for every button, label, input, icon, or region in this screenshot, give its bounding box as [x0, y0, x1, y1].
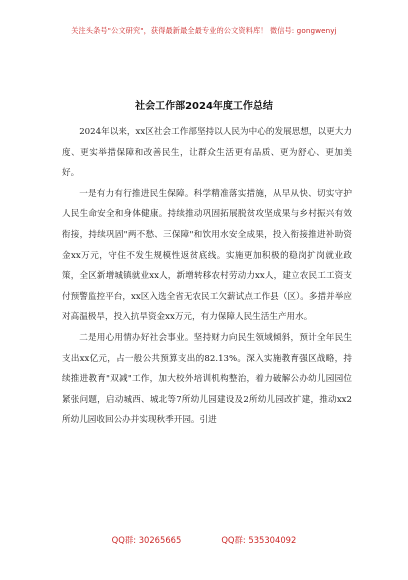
header-banner: 关注头条号"公文研究"，获得最新最全最专业的公文资料库！ 微信号: gongwenyj — [71, 26, 337, 35]
paragraph-livelihood-security: 一是有力有行推进民生保障。科学精准落实措施，从早从快、切实守护人民生命安全和身体健康。持续推动巩固拓展脱贫攻坚成果与乡村振兴有效衔接，持续巩固"两不愁、三保障"和饮用水安全成果，投入衔接推进补助资金xx万元，守住不发生规模性返贫底线。实施更加积极的稳岗扩岗就业政策，全区新增城镇就业xx人，新增转移农村劳动力xx人，建立农民工工资支付预警监控平台，xx区入选全省无农民工欠薪试点工作县（区）。多措并举应对高温极旱，投入抗旱资金xx万元，有力保障人民生活生产用水。 — [62, 188, 352, 323]
footer-contact — [0, 534, 408, 546]
paragraph-social-affairs: 二是用心用情办好社会事业。坚持财力向民生领域倾斜，预计全年民生支出xx亿元，占一般公共预算支出的82.13%。深入实施教育强区战略，持续推进教育"双减"工作，加大校外培训机构整治，着力破解公办幼儿园园位紧张问题，启动城西、城北等7所幼儿园建设及2所幼儿园改扩建，推动xx2所幼儿园收回公办并实现秋季开园。引进 — [62, 332, 352, 426]
qq-group-2: QQ群: 535304092 — [221, 535, 297, 545]
qq-group-1: QQ群: 30265665 — [111, 535, 182, 545]
document-title: 社会工作部2024年度工作总结 — [135, 101, 273, 112]
document-body — [62, 122, 352, 431]
paragraph-intro: 2024年以来，xx区社会工作部坚持以人民为中心的发展思想，以更大力度、更实举措保障和改善民生，让群众生活更有品质、更为舒心、更加美好。 — [62, 127, 352, 179]
